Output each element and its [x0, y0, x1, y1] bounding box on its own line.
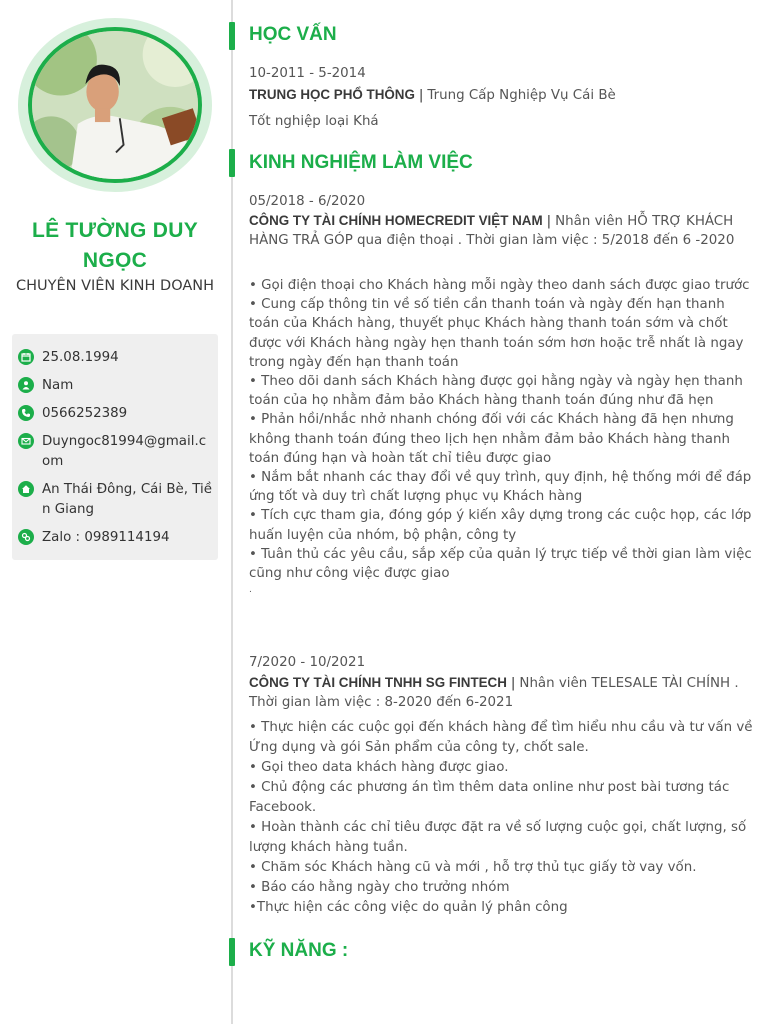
section-marker-experience [229, 149, 235, 177]
job-1-company: CÔNG TY TÀI CHÍNH HOMECREDIT VIỆT NAM [249, 213, 543, 228]
email-text[interactable]: Duyngoc81994@gmail.com [42, 434, 207, 469]
duty-item: . [249, 585, 252, 596]
duty-item: • Nắm bắt nhanh các thay đổi về quy trình, quy định, hệ thống mới để đáp ứng tốt và duy trì chất lượng phục vụ Khách hàng [249, 470, 752, 505]
job-2-date: 7/2020 - 10/2021 [249, 655, 366, 670]
duty-item: • Theo dõi danh sách Khách hàng được gọi hằng ngày và ngày hẹn thanh toán của họ nhằm đảm bảo Khách hàng thanh toán đúng như đã hẹn [249, 374, 743, 409]
candidate-title: CHUYÊN VIÊN KINH DOANH [15, 278, 215, 294]
duty-item: • Tích cực tham gia, đóng góp ý kiến xây dựng trong các cuộc họp, các lớp huấn luyện của nhóm, bộ phận, công ty [249, 508, 752, 543]
job-1-duties [249, 276, 757, 597]
skills-heading: KỸ NĂNG : [249, 940, 349, 961]
section-marker-education [229, 22, 235, 50]
contact-email [18, 432, 214, 472]
duty-item: • Cung cấp thông tin về số tiền cần thanh toán và ngày đến hạn thanh toán của Khách hàng, thuyết phục Khách hàng thanh toán sớm và chốt được với Khách hàng ngày hẹn thanh toán sớm hơn hoặc trễ nhất là ngay trong ngày đến hạn thanh toán [249, 297, 744, 370]
candidate-name: LÊ TƯỜNG DUY NGỌC [31, 219, 199, 272]
contact-birthday [18, 348, 214, 368]
contact-address [18, 480, 214, 520]
user-icon [18, 377, 34, 393]
job-1-separator: | [546, 214, 552, 229]
job-2-duties [249, 718, 757, 918]
duty-item: • Tuân thủ các yêu cầu, sắp xếp của quản lý trực tiếp về thời gian làm việc cũng như công việc được giao [249, 546, 752, 582]
duty-item: • Gọi điện thoại cho Khách hàng mỗi ngày theo danh sách được giao trước [249, 278, 750, 293]
duty-item: • Hoàn thành các chỉ tiêu được đặt ra về số lượng cuộc gọi, chất lượng, số lượng khách hàng tuần. [249, 820, 747, 855]
phone-text[interactable]: 0566252389 [42, 406, 128, 421]
duty-item: • Chủ động các phương án tìm thêm data online như post bài tương tác Facebook. [249, 780, 730, 815]
duty-item: • Chăm sóc Khách hàng cũ và mới , hỗ trợ thủ tục giấy tờ vay vốn. [249, 860, 697, 875]
job-1-position: Nhân viên HỖ TRỢ KHÁCH HÀNG TRẢ GÓP qua điện thoại . Thời gian làm việc : 5/2018 đến 6 -2020 [249, 214, 735, 249]
education-line [249, 85, 757, 105]
job-2-company: CÔNG TY TÀI CHÍNH TNHH SG FINTECH [249, 675, 507, 690]
section-marker-skills [229, 938, 235, 966]
email-icon [18, 433, 34, 449]
phone-icon [18, 405, 34, 421]
duty-item: • Thực hiện các cuộc gọi đến khách hàng để tìm hiểu nhu cầu và tư vấn về Ứng dụng và gói Sản phẩm của công ty, chốt sale. [249, 720, 753, 755]
duty-item: • Phản hồi/nhắc nhở nhanh chóng đối với các Khách hàng đã hẹn nhưng không thanh toán đúng theo lịch hẹn nhằm đảm bảo Khách hàng thanh toán đúng hạn và hoàn tất chỉ tiêu được giao [249, 412, 734, 466]
home-icon [18, 481, 34, 497]
education-program: Trung Cấp Nghiệp Vụ Cái Bè [427, 88, 616, 103]
education-heading: HỌC VẤN [249, 24, 337, 45]
gender-text: Nam [42, 378, 74, 393]
sidebar [0, 0, 230, 1024]
birthday-text: 25.08.1994 [42, 350, 119, 365]
zalo-text[interactable]: Zalo : 0989114194 [42, 530, 170, 545]
job-1-header [249, 211, 757, 250]
contact-box [12, 334, 218, 560]
contact-zalo [18, 528, 214, 548]
contact-gender [18, 376, 214, 396]
job-2-position: Nhân viên TELESALE TÀI CHÍNH . Thời gian làm việc : 8-2020 đến 6-2021 [249, 676, 739, 711]
link-icon [18, 529, 34, 545]
calendar-icon [18, 349, 34, 365]
duty-item: • Gọi theo data khách hàng được giao. [249, 760, 509, 775]
education-result: Tốt nghiệp loại Khá [249, 114, 379, 129]
education-separator: | [418, 88, 424, 103]
avatar [28, 27, 202, 183]
job-2-separator: | [510, 676, 516, 691]
duty-item: • Báo cáo hằng ngày cho trưởng nhóm [249, 880, 510, 895]
experience-heading: KINH NGHIỆM LÀM VIỆC [249, 152, 473, 173]
job-2-header [249, 673, 757, 712]
job-1-date: 05/2018 - 6/2020 [249, 194, 366, 209]
education-school: TRUNG HỌC PHỔ THÔNG [249, 87, 415, 102]
duty-item: •Thực hiện các công việc do quản lý phân công [249, 900, 568, 915]
education-date: 10-2011 - 5-2014 [249, 66, 366, 81]
profile-photo [32, 31, 198, 179]
contact-phone [18, 404, 214, 424]
address-text: An Thái Đông, Cái Bè, Tiền Giang [42, 482, 213, 517]
